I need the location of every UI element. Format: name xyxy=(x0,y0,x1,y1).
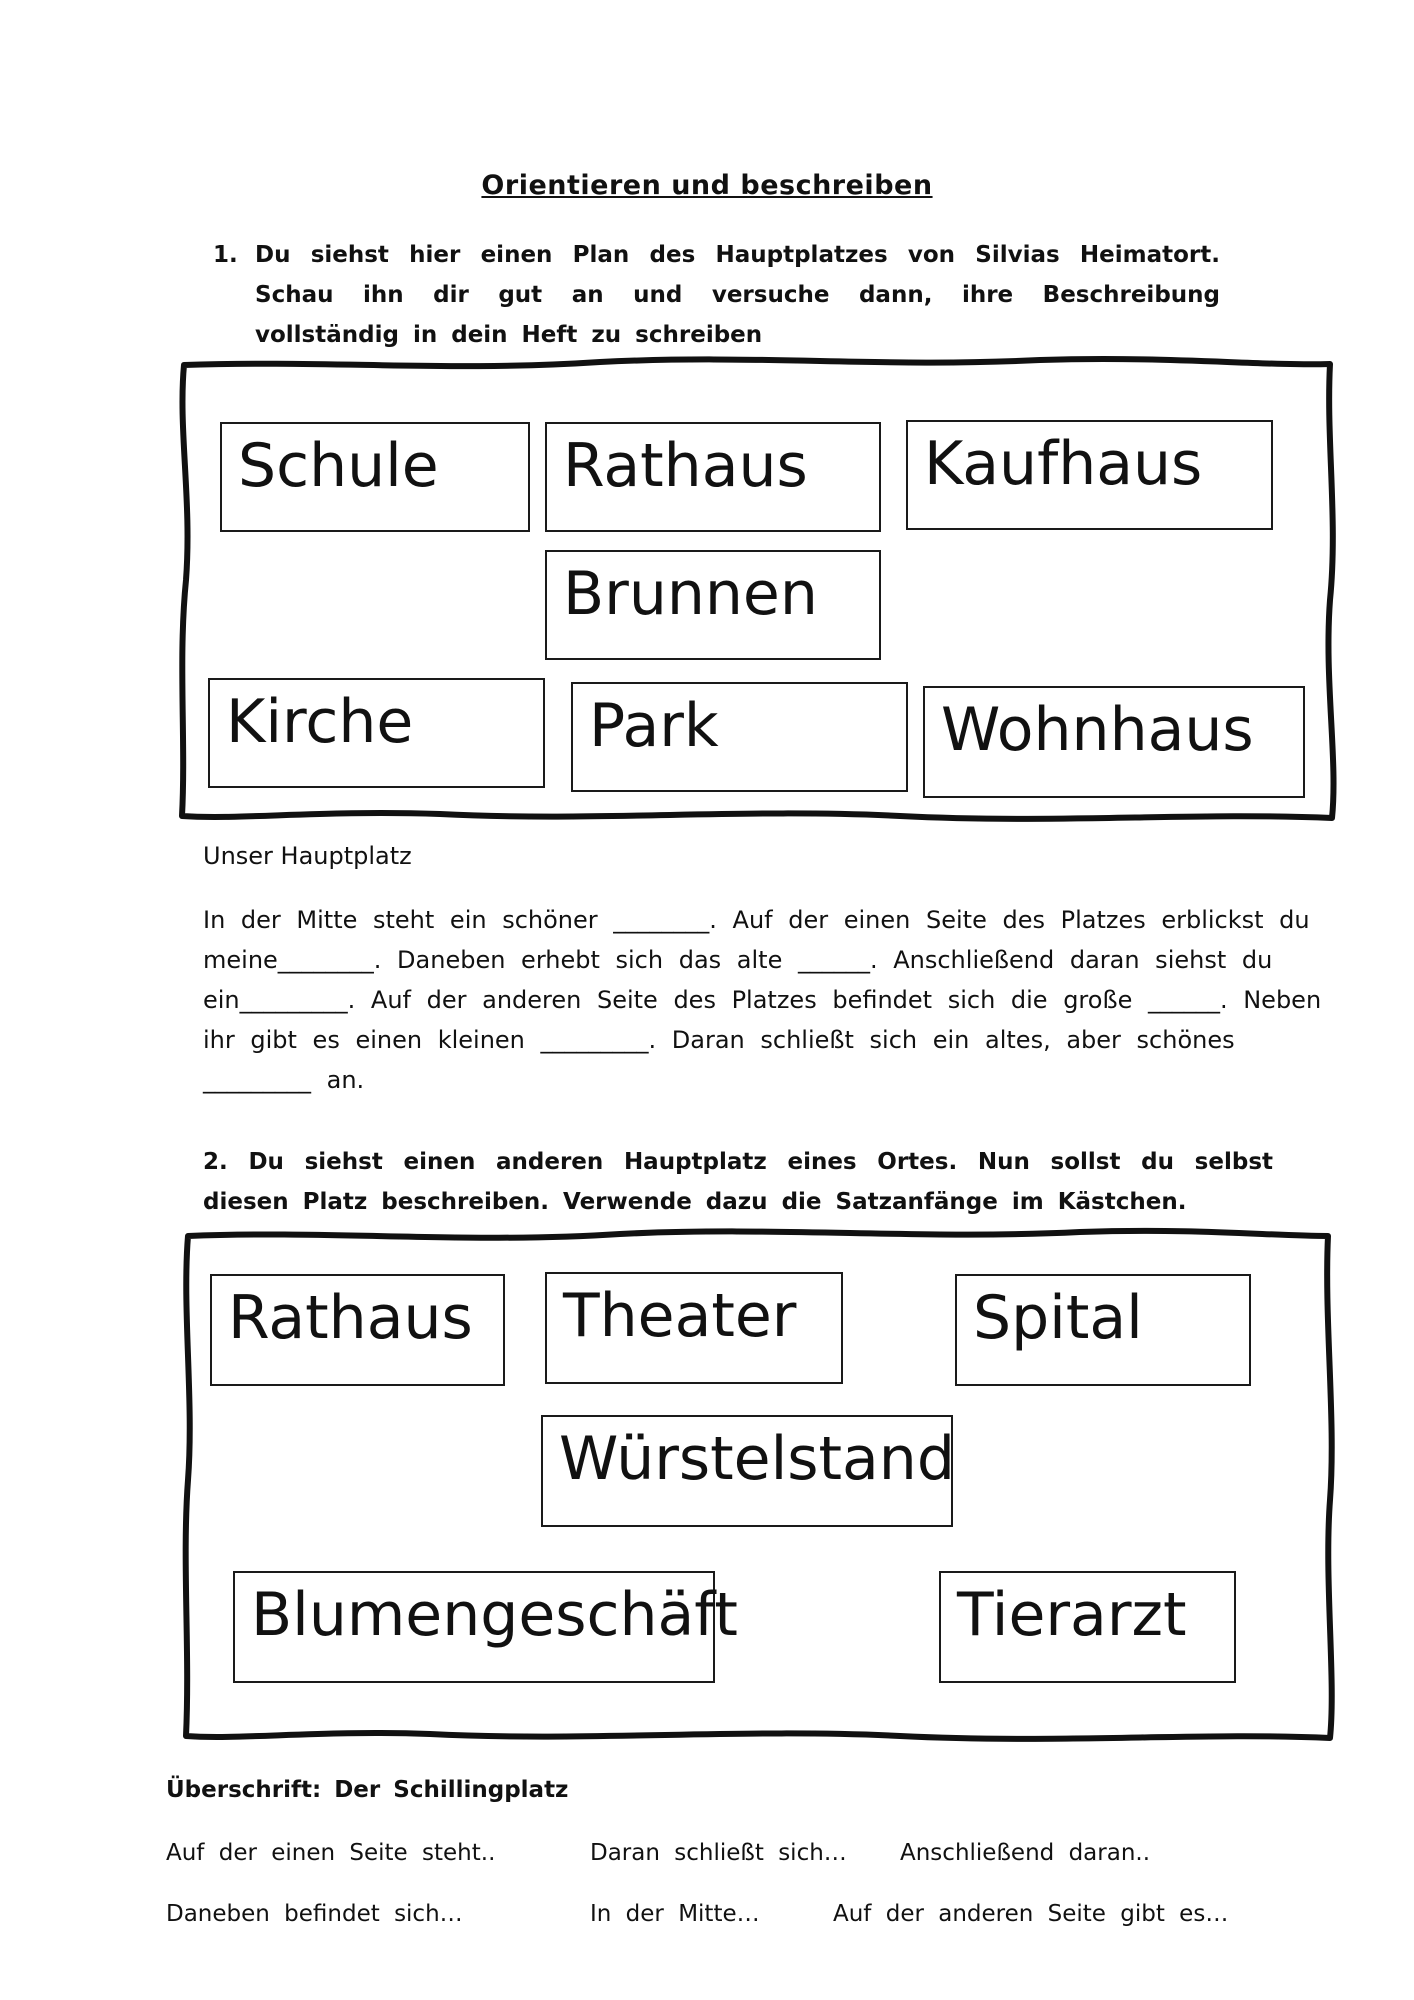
building-box-brunnen xyxy=(545,550,881,660)
sentence-starter: In der Mitte… xyxy=(590,1901,760,1927)
building-box-tierarzt xyxy=(939,1571,1236,1683)
task-1-number: 1. xyxy=(213,242,238,268)
task-1-text: Du siehst hier einen Plan des Hauptplatzes von Silvias Heimatort. Schau ihn dir gut an und versuche dann, ihre Beschreibung vollständig in dein Heft zu schreiben xyxy=(255,242,1220,348)
building-label: Kaufhaus xyxy=(924,429,1203,499)
description-line: ein_________. Auf der anderen Seite des Platzes befindet sich die große ______. Neben xyxy=(203,986,1322,1014)
building-label: Würstelstand xyxy=(559,1424,955,1494)
sentence-starter: Auf der anderen Seite gibt es… xyxy=(833,1901,1229,1927)
building-box-schule xyxy=(220,422,530,532)
building-label: Rathaus xyxy=(228,1283,473,1353)
task-2-instruction xyxy=(203,1142,1273,1222)
building-label: Park xyxy=(589,691,719,761)
description-line: _________ an. xyxy=(203,1066,365,1094)
sentence-starter: Auf der einen Seite steht.. xyxy=(166,1840,496,1866)
sentence-starter: Daneben befindet sich… xyxy=(166,1901,463,1927)
building-label: Tierarzt xyxy=(957,1580,1187,1650)
sentence-starter: Anschließend daran.. xyxy=(900,1840,1151,1866)
description-paragraph xyxy=(203,900,1322,1100)
building-box-rathaus-2 xyxy=(210,1274,505,1386)
building-label: Spital xyxy=(973,1283,1143,1353)
task-2-number: 2. xyxy=(203,1149,228,1175)
schillingplatz-heading: Überschrift: Der Schillingplatz xyxy=(166,1777,569,1803)
building-box-wohnhaus xyxy=(923,686,1305,798)
building-label: Wohnhaus xyxy=(941,695,1254,765)
building-label: Schule xyxy=(238,431,439,501)
building-box-kaufhaus xyxy=(906,420,1273,530)
building-box-spital xyxy=(955,1274,1251,1386)
building-label: Rathaus xyxy=(563,431,808,501)
building-label: Blumengeschäft xyxy=(251,1580,738,1650)
building-box-park xyxy=(571,682,908,792)
description-line: meine________. Daneben erhebt sich das alte ______. Anschließend daran siehst du xyxy=(203,946,1273,974)
building-label: Brunnen xyxy=(563,559,818,629)
description-line: ihr gibt es einen kleinen _________. Daran schließt sich ein altes, aber schönes xyxy=(203,1026,1235,1054)
page-title: Orientieren und beschreiben xyxy=(481,170,933,201)
building-box-blumengeschaeft xyxy=(233,1571,738,1683)
task-1-instruction xyxy=(213,235,1220,355)
building-box-theater xyxy=(545,1272,843,1384)
building-box-wuerstelstand xyxy=(541,1415,953,1527)
building-box-kirche xyxy=(208,678,545,788)
sentence-starter: Daran schließt sich… xyxy=(590,1840,847,1866)
task-2-text: Du siehst einen anderen Hauptplatz eines Ortes. Nun sollst du selbst diesen Platz beschreiben. Verwende dazu die Satzanfänge im Kästchen. xyxy=(203,1149,1274,1215)
description-heading: Unser Hauptplatz xyxy=(203,842,412,870)
building-box-rathaus xyxy=(545,422,881,532)
description-line: In der Mitte steht ein schöner ________. Auf der einen Seite des Platzes erblickst du xyxy=(203,906,1310,934)
building-label: Kirche xyxy=(226,687,414,757)
building-label: Theater xyxy=(563,1281,797,1351)
